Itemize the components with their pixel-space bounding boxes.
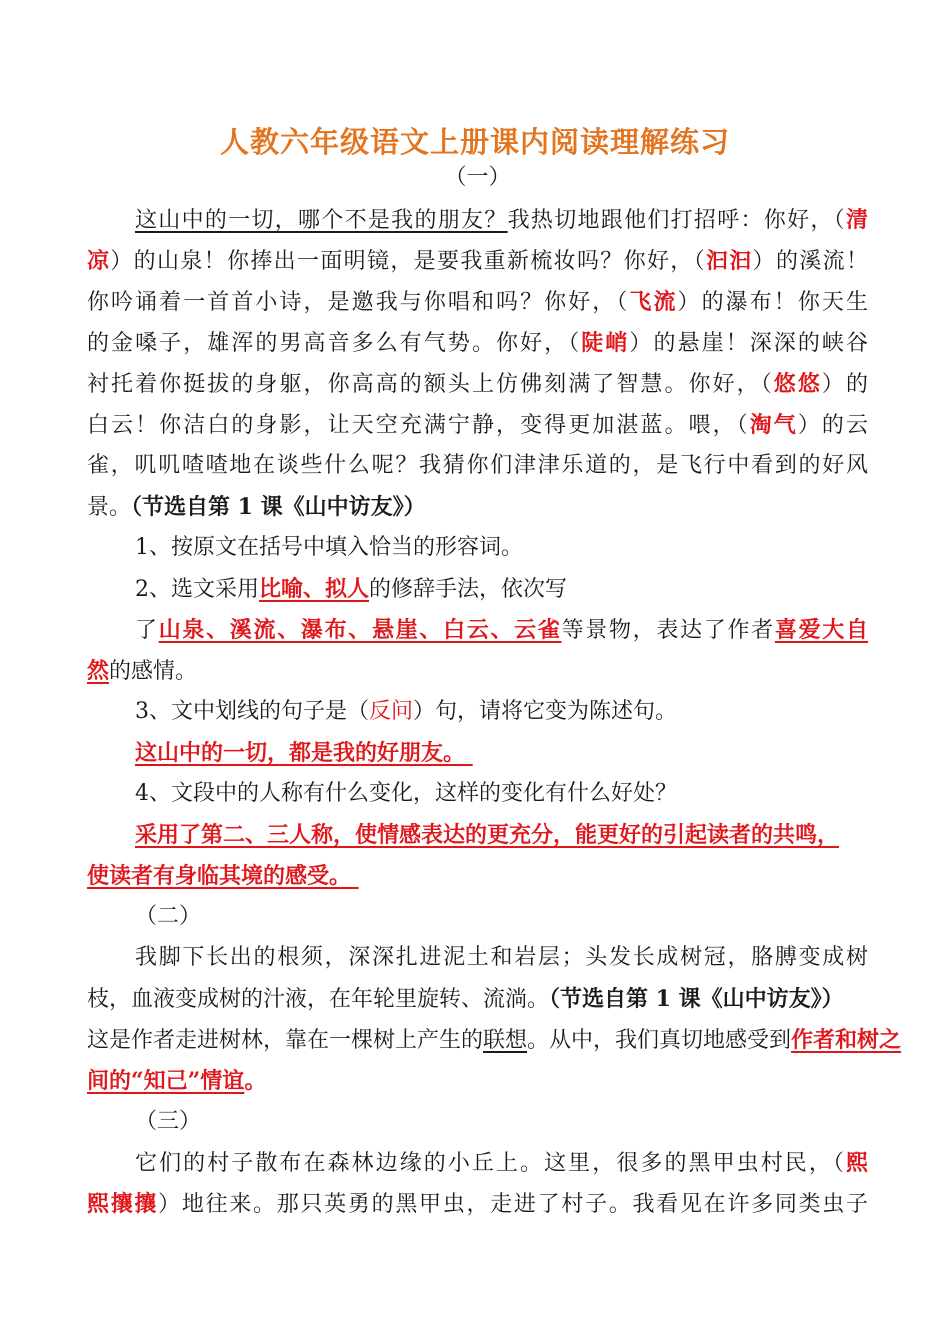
source-note: （节选自第 1 课《山中访友》）: [549, 986, 844, 1012]
question-2-line-2: 了山泉、溪流、瀑布、悬崖、白云、云雀等景物，表达了作者喜爱大自: [135, 617, 868, 643]
answer-friendship: 作者和树之: [791, 1027, 902, 1053]
passage-2-line-2: 枝，血液变成树的汁液，在年轮里旋转、流淌。（节选自第 1 课《山中访友》）: [87, 986, 844, 1012]
question-3: 3、文中划线的句子是（反问）句，请将它变为陈述句。: [135, 699, 678, 724]
passage-1-line-1: 这山中的一切，哪个不是我的朋友？我热切地跟他们打招呼：你好，（清: [135, 207, 868, 233]
blank-answer: 陡峭: [581, 330, 630, 356]
answer-person-change: 采用了第二、三人称，使情感表达的更充分，能更好的引起读者的共鸣，: [135, 822, 840, 848]
page-title: 人教六年级语文上册课内阅读理解练习: [219, 125, 730, 159]
answer-person-change: 使读者有身临其境的感受。: [87, 863, 352, 889]
passage-1-line-8: 景。（节选自第 1 课《山中访友》）: [87, 494, 426, 520]
passage-2-line-3: 这是作者走进树林，靠在一棵树上产生的联想。从中，我们真切地感受到作者和树之: [87, 1027, 902, 1053]
question-2-line-3: 然的感情。: [87, 658, 198, 684]
section-2-header: （二）: [135, 904, 202, 929]
passage-2-line-4: 间的“知己”情谊。: [87, 1068, 267, 1094]
blank-answer: 清: [845, 207, 868, 233]
underlined-word: 联想: [483, 1028, 528, 1053]
answer-sentence-type: 反问: [369, 699, 414, 724]
blank-answer: 淘气: [749, 412, 798, 438]
blank-answer: 凉: [87, 248, 111, 274]
answer-emotion: 喜爱大自: [774, 617, 868, 643]
passage-1-line-2: 凉）的山泉！你捧出一面明镜，是要我重新梳妆吗？你好，（汩汩）的溪流！: [87, 248, 868, 274]
source-note: （节选自第 1 课《山中访友》）: [131, 494, 426, 520]
question-4: 4、文段中的人称有什么变化，这样的变化有什么好处？: [135, 781, 677, 806]
answer-friendship: 间的“知己”情谊: [87, 1068, 245, 1094]
passage-1-line-7: 雀，叽叽喳喳地在谈些什么呢？我猜你们津津乐道的，是飞行中看到的好风: [87, 453, 868, 478]
section-1-header: （一）: [444, 165, 511, 190]
question-3-answer: [135, 733, 868, 773]
question-4-answer-line-1: [135, 815, 868, 855]
blank-answer: 汩汩: [705, 248, 753, 274]
answer-declarative: 这山中的一切，都是我的好朋友。: [135, 740, 466, 766]
question-4-answer-line-2: [87, 856, 868, 896]
question-1: 1、按原文在括号中填入恰当的形容词。: [135, 535, 523, 560]
passage-1-line-6: 白云！你洁白的身影，让天空充满宁静，变得更加湛蓝。喂，（淘气）的云: [87, 412, 868, 438]
answer-rhetoric: 比喻、拟人: [259, 576, 370, 602]
passage-1-line-3: 你吟诵着一首首小诗，是邀我与你唱和吗？你好，（飞流）的瀑布！你天生: [87, 289, 868, 315]
passage-2-line-1: 我脚下长出的根须，深深扎进泥土和岩层；头发长成树冠，胳膊变成树: [135, 945, 868, 970]
passage-1-line-5: 衬托着你挺拔的身躯，你高高的额头上仿佛刻满了智慧。你好，（悠悠）的: [87, 371, 868, 397]
passage-1-line-4: 的金嗓子，雄浑的男高音多么有气势。你好，（陡峭）的悬崖！深深的峡谷: [87, 330, 868, 356]
passage-3-line-1: 它们的村子散布在森林边缘的小丘上。这里，很多的黑甲虫村民，（熙: [135, 1150, 868, 1176]
blank-answer: 飞流: [629, 289, 678, 315]
underlined-question-sentence: 这山中的一切，哪个不是我的朋友？: [135, 208, 508, 233]
passage-3-line-2: 熙攘攘）地往来。那只英勇的黑甲虫，走进了村子。我看见在许多同类虫子: [87, 1191, 868, 1217]
answer-scenery: 山泉、溪流、瀑布、悬崖、白云、云雀: [158, 617, 562, 643]
blank-answer: 熙攘攘: [87, 1191, 159, 1217]
question-2: 2、选文采用比喻、拟人的修辞手法，依次写: [135, 576, 568, 602]
blank-answer: 悠悠: [773, 371, 822, 397]
section-3-header: （三）: [135, 1109, 202, 1134]
answer-emotion: 然: [87, 658, 110, 684]
blank-answer: 熙: [845, 1150, 868, 1176]
